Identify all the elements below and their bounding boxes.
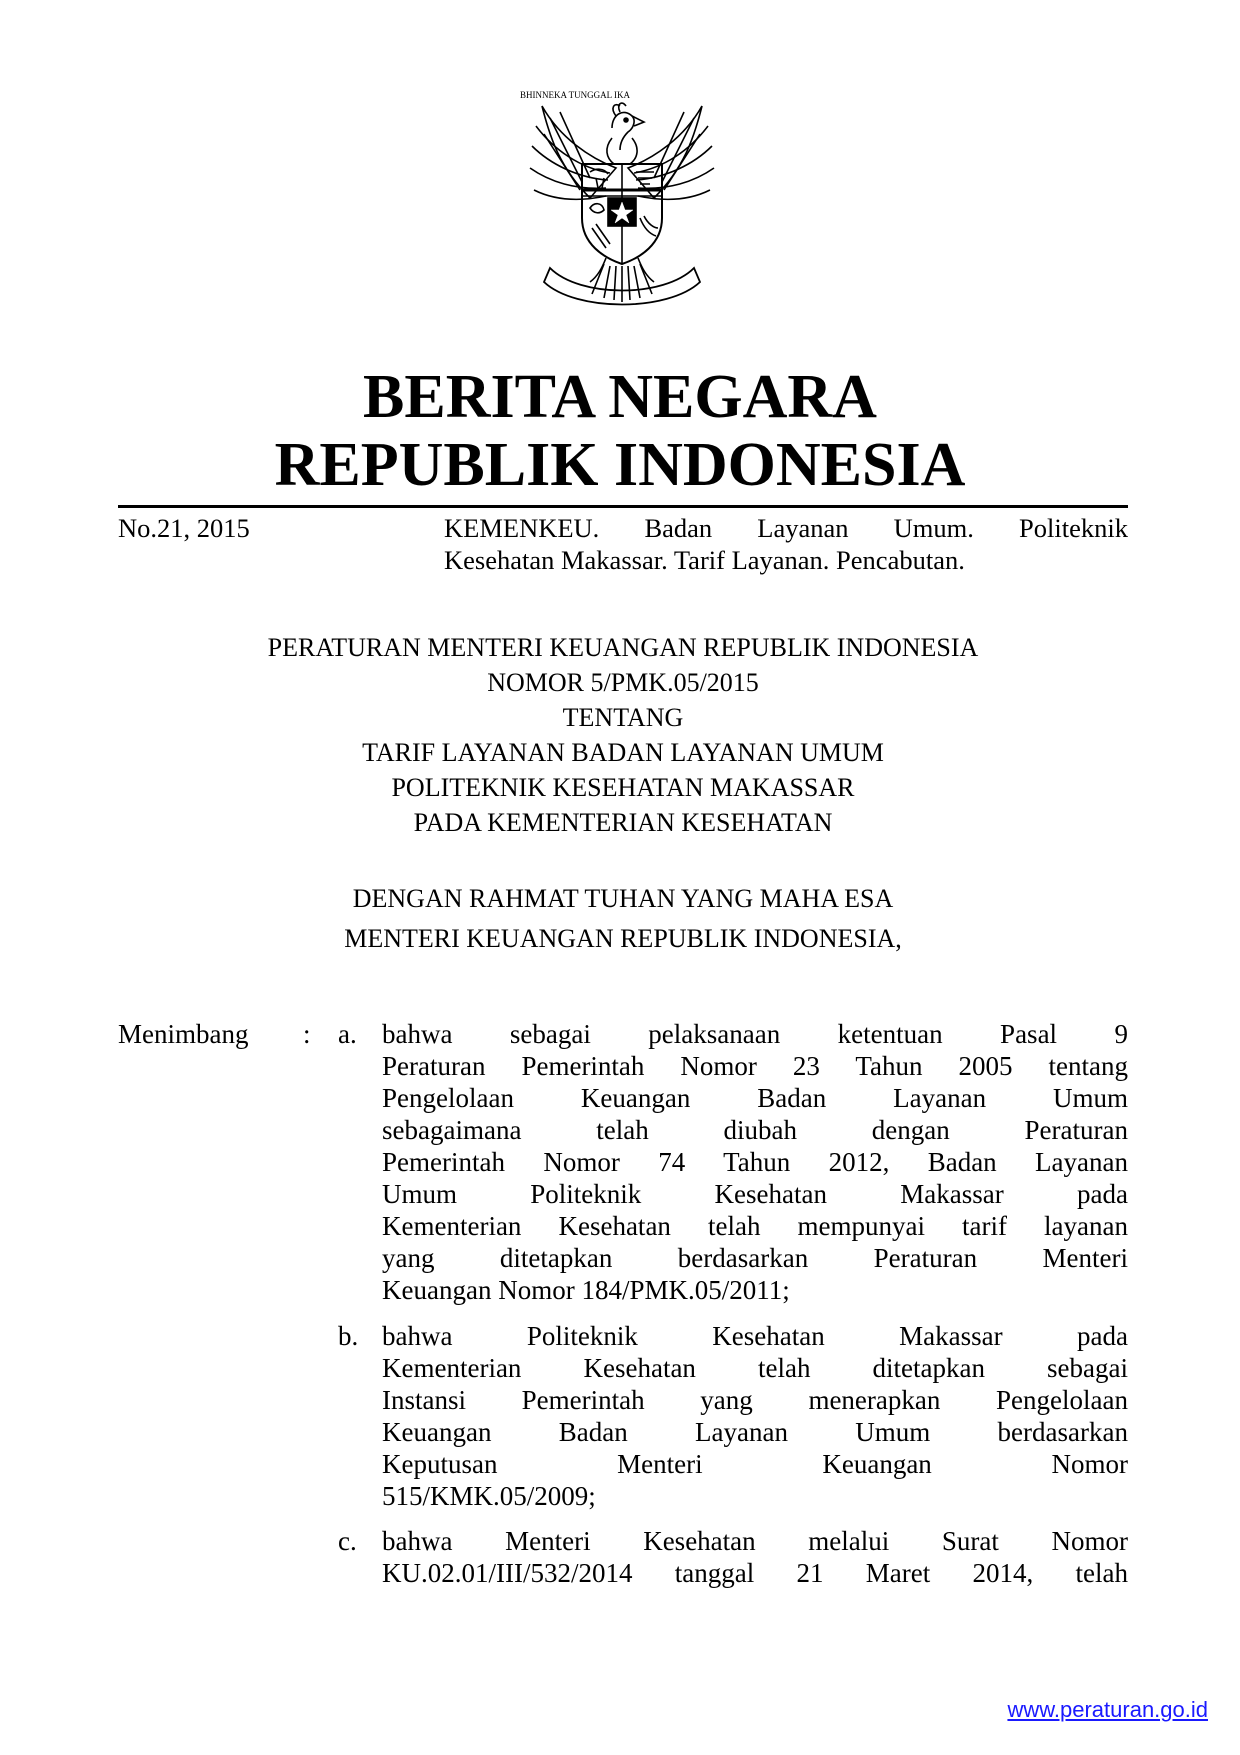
clause-line: Pemerintah Nomor 74 Tahun 2012, Badan Layanan (382, 1147, 1128, 1177)
regulation-number: NOMOR 5/PMK.05/2015 (487, 668, 759, 697)
regulation-title-line: TENTANG (562, 703, 684, 732)
clause-line: bahwa Politeknik Kesehatan Makassar pada (382, 1321, 1128, 1351)
clause-line: Kementerian Kesehatan telah ditetapkan sebagai (382, 1353, 1128, 1383)
regulation-title-line: TARIF LAYANAN BADAN LAYANAN UMUM (362, 738, 884, 767)
opening-line: MENTERI KEUANGAN REPUBLIK INDONESIA, (344, 924, 902, 953)
opening-line: DENGAN RAHMAT TUHAN YANG MAHA ESA (352, 884, 894, 913)
clause-line: 515/KMK.05/2009; (382, 1481, 596, 1511)
clause-line: Pengelolaan Keuangan Badan Layanan Umum (382, 1083, 1128, 1113)
clause-letter: c. (338, 1526, 357, 1556)
issue-subject-line: KEMENKEU. Badan Layanan Umum. Politeknik (444, 513, 1128, 543)
clause-line: bahwa Menteri Kesehatan melalui Surat Nomor (382, 1526, 1128, 1556)
clause-line: bahwa sebagai pelaksanaan ketentuan Pasal 9 (382, 1019, 1128, 1049)
garuda-pancasila-emblem (520, 90, 724, 314)
clause-line: Keputusan Menteri Keuangan Nomor (382, 1449, 1128, 1479)
regulation-title-line: PERATURAN MENTERI KEUANGAN REPUBLIK INDONESIA (267, 633, 979, 662)
clause-line: Kementerian Kesehatan telah mempunyai tarif layanan (382, 1211, 1128, 1241)
clause-line: Instansi Pemerintah yang menerapkan Pengelolaan (382, 1385, 1128, 1415)
considering-colon: : (303, 1019, 311, 1049)
regulation-title-line: PADA KEMENTERIAN KESEHATAN (413, 808, 833, 837)
masthead-divider (118, 505, 1128, 508)
masthead-title-line2: REPUBLIK INDONESIA (274, 431, 966, 499)
clause-line: Peraturan Pemerintah Nomor 23 Tahun 2005 tentang (382, 1051, 1128, 1081)
clause-line: Keuangan Nomor 184/PMK.05/2011; (382, 1275, 790, 1305)
clause-letter: b. (338, 1321, 359, 1351)
issue-subject-line: Kesehatan Makassar. Tarif Layanan. Pencabutan. (444, 545, 965, 575)
clause-line: Keuangan Badan Layanan Umum berdasarkan (382, 1417, 1128, 1447)
issue-number: No.21, 2015 (118, 513, 250, 543)
considering-label: Menimbang (118, 1019, 249, 1049)
source-website-link[interactable]: www.peraturan.go.id (1007, 1697, 1208, 1722)
clause-line: KU.02.01/III/532/2014 tanggal 21 Maret 2014, telah (382, 1558, 1128, 1588)
regulation-title (118, 630, 1128, 840)
issue-subject (444, 512, 1128, 576)
clause-line: sebagaimana telah diubah dengan Peraturan (382, 1115, 1128, 1145)
opening-formula (118, 879, 1128, 959)
clause-line: yang ditetapkan berdasarkan Peraturan Menteri (382, 1243, 1128, 1273)
masthead-title-line1: BERITA NEGARA (363, 363, 877, 431)
considering-clause-c (338, 1525, 1128, 1589)
clause-line: Umum Politeknik Kesehatan Makassar pada (382, 1179, 1128, 1209)
regulation-title-line: POLITEKNIK KESEHATAN MAKASSAR (391, 773, 855, 802)
emblem-motto: BHINNEKA TUNGGAL IKA (520, 90, 630, 100)
clause-letter: a. (338, 1019, 357, 1049)
considering-clause-b (338, 1320, 1128, 1512)
considering-clause-a (338, 1018, 1128, 1306)
